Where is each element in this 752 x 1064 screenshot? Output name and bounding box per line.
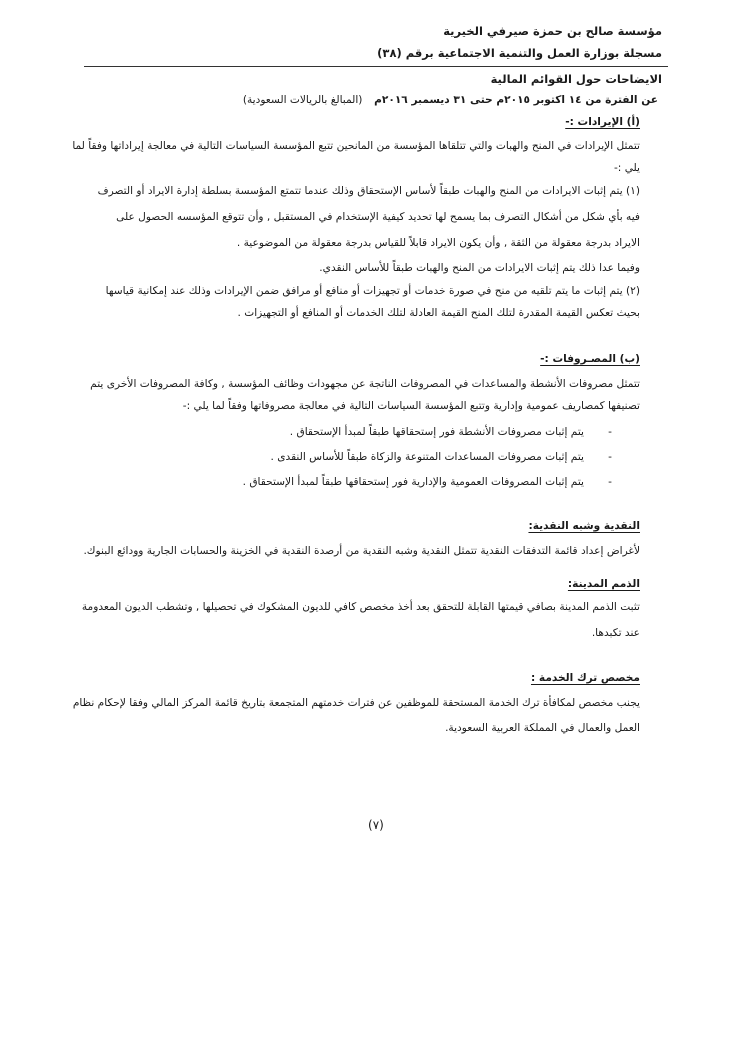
revenues-item1-line3: الايراد بدرجة معقولة من الثقة , وأن يكون الايراد قابلاً للقياس بدرجة معقولة من الموضوعية .	[236, 237, 640, 249]
expenses-heading: (ب) المصـروفات :-	[540, 353, 640, 365]
expenses-bullet: يتم إثبات المصروفات العمومية والإدارية فور إستحقاقها طبقاً لمبدأ الإستحقاق .	[242, 476, 584, 488]
cash-heading: النقدية وشبه النقدية:	[528, 520, 640, 532]
doc-title: الايضاحات حول القوائم المالية	[490, 72, 662, 86]
revenues-item2-line1: (٢) يتم إثبات ما يتم تلقيه من منح في صورة خدمات أو تجهيزات أو منافع أو مرافق ضمن الإيرادات وذلك عند إمكانية قياسها	[105, 285, 640, 297]
currency-note: (المبالغ بالريالات السعودية)	[242, 94, 363, 106]
revenues-intro-line2: يلي :-	[613, 162, 640, 174]
page-number: (٧)	[368, 818, 384, 832]
receivables-heading: الذمم المدينة:	[567, 578, 640, 590]
header-divider	[84, 66, 668, 67]
bullet-dash: -	[608, 476, 612, 488]
revenues-item1-line4: وفيما عدا ذلك يتم إثبات الايرادات من المنح والهبات طبقاً للأساس النقدي.	[319, 262, 640, 274]
expenses-bullet: يتم إثبات مصروفات الأنشطة فور إستحقاقها طبقاً لمبدأ الإستحقاق .	[289, 426, 584, 438]
period-text: عن الفترة من ١٤ اكتوبر ٢٠١٥م حتى ٣١ ديسمبر ٢٠١٦م	[374, 94, 658, 106]
period-line	[243, 94, 658, 106]
receivables-text-line1: تثبت الذمم المدينة بصافي قيمتها القابلة للتحقق بعد أخذ مخصص كافي للديون المشكوك في تحصيلها , وتشطب الديون المعدومة	[81, 601, 640, 613]
revenues-intro-line1: تتمثل الإيرادات في المنح والهبات والتي تتلقاها المؤسسة من المانحين تتبع المؤسسة السياسات التالية في معالجة إيراداتها وفقاً لما	[72, 140, 640, 152]
expenses-intro-line1: تتمثل مصروفات الأنشطة والمساعدات في المصروفات الناتجة عن مجهودات وظائف المؤسسة , وكافة المصروفات الأخرى يتم	[90, 378, 640, 390]
registration-line: مسجلة بوزارة العمل والتنمية الاجتماعية برقم (٣٨)	[377, 46, 662, 60]
revenues-item1-line2: فيه بأي شكل من أشكال التصرف بما يسمح لها تحديد كيفية الإستخدام في المستقبل , وأن تتوقع المؤسسه الحصول على	[116, 211, 640, 223]
eos-text-line1: يجنب مخصص لمكافأة ترك الخدمة المستحقة للموظفين عن فترات خدمتهم المتجمعة بتاريخ قائمة المركز المالي وفقا لإحكام نظام	[72, 697, 640, 709]
expenses-bullet: يتم إثبات مصروفات المساعدات المتنوعة والزكاة طبقاً للأساس النقدى .	[270, 451, 584, 463]
bullet-dash: -	[608, 426, 612, 438]
revenues-item1-line1: (١) يتم إثبات الايرادات من المنح والهبات طبقاً لأساس الإستحقاق وذلك عندما تتمتع المؤسسة بسلطة إدارة الايراد أو التصرف	[97, 185, 640, 197]
receivables-text-line2: عند تكبدها.	[591, 627, 640, 639]
cash-text: لأغراض إعداد قائمة التدفقات النقدية تتمثل النقدية وشبه النقدية من أرصدة النقدية في الخزينة والحسابات الجارية وودائع البنوك.	[83, 545, 640, 557]
revenues-heading: (أ) الإيرادات :-	[565, 116, 640, 128]
eos-text-line2: العمل والعمال في المملكة العربية السعودية.	[445, 722, 640, 734]
revenues-item2-line2: بحيث تعكس القيمة المقدرة لتلك المنح القيمة العادلة لتلك الخدمات أو المنافع أو التجهيزات .	[237, 307, 640, 319]
eos-heading: مخصص ترك الخدمة :	[530, 672, 640, 684]
expenses-intro-line2: تصنيفها كمصاريف عمومية وإدارية وتتبع المؤسسة السياسات التالية في معالجة مصروفاتها وفقاً لما يلي :-	[182, 400, 640, 412]
bullet-dash: -	[608, 451, 612, 463]
org-name: مؤسسة صالح بن حمزة صيرفي الخيرية	[443, 24, 662, 38]
